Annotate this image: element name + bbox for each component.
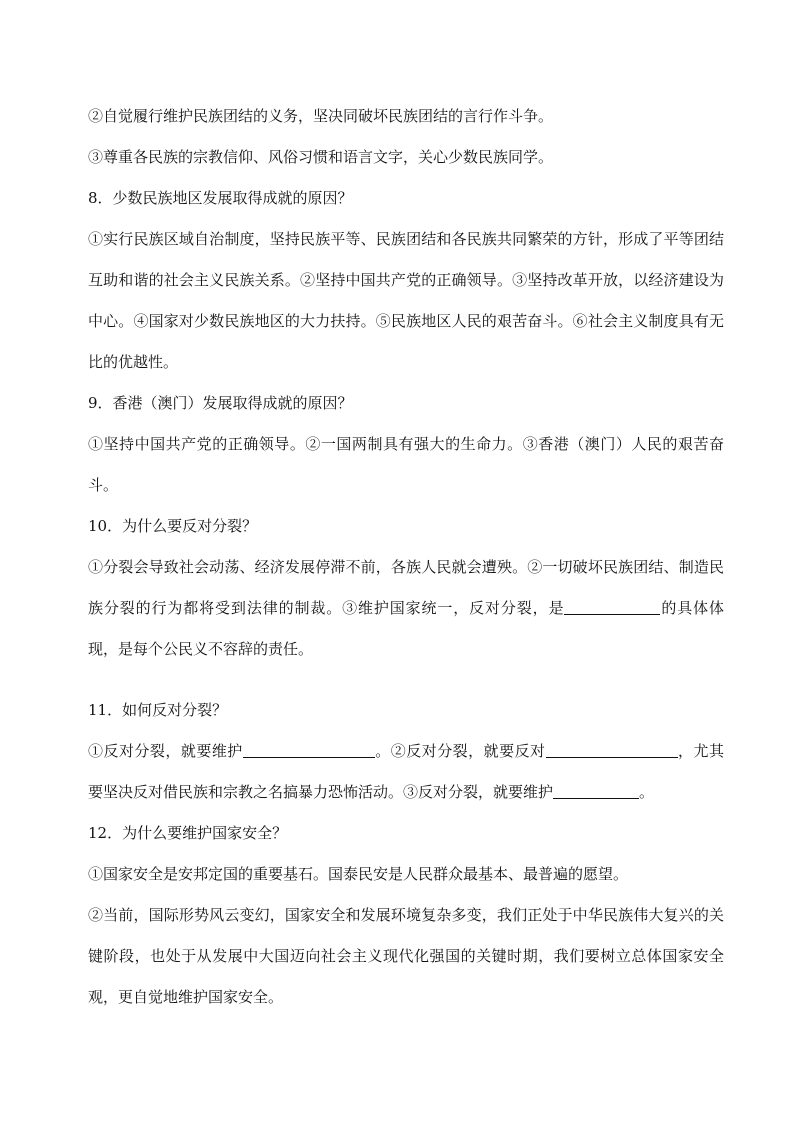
- question-11: 11．如何反对分裂？: [88, 701, 228, 719]
- question-9: 9．香港（澳门）发展取得成就的原因？: [88, 394, 353, 412]
- answer-11-text-2: 。②反对分裂，就要反对: [374, 742, 546, 760]
- answer-8: ①实行民族区域自治制度，坚持民族平等、民族团结和各民族共同繁荣的方针，形成了平等团结互助和谐的社会主义民族关系。②坚持中国共产党的正确领导。③坚持改革开放，以经济建设为中心。④国家对少数民族地区的大力扶持。⑤民族地区人民的艰苦奋斗。⑥社会主义制度具有无比的优越性。: [88, 230, 724, 371]
- answer-12-part-1: ①国家安全是安邦定国的重要基石。国泰民安是人民群众最基本、最普遍的愿望。: [88, 865, 629, 883]
- question-8: 8．少数民族地区发展取得成就的原因？: [88, 189, 353, 207]
- answer-11-text-3: ，尤其要坚决反对借民族和宗教之名搞暴力恐怖活动。③反对分裂，就要维护: [88, 742, 724, 801]
- answer-line-2: ②自觉履行维护民族团结的义务，坚决同破坏民族团结的言行作斗争。: [88, 107, 554, 125]
- answer-9: ①坚持中国共产党的正确领导。②一国两制具有强大的生命力。③香港（澳门）人民的艰苦奋斗。: [88, 435, 724, 494]
- answer-10: [88, 547, 724, 670]
- fill-blank-11a: [243, 742, 375, 758]
- answer-11: [88, 731, 724, 813]
- answer-10-text-before: ①分裂会导致社会动荡、经济发展停滞不前，各族人民就会遭殃。②一切破坏民族团结、制造民族分裂的行为都将受到法律的制裁。③维护国家统一，反对分裂，是: [88, 558, 724, 617]
- question-12: 12．为什么要维护国家安全？: [88, 824, 288, 842]
- answer-11-text-4: 。: [639, 783, 655, 801]
- question-10: 10．为什么要反对分裂？: [88, 517, 258, 535]
- fill-blank-10: [564, 599, 660, 615]
- fill-blank-11b: [546, 742, 678, 758]
- answer-11-text-1: ①反对分裂，就要维护: [88, 742, 243, 760]
- answer-10-text-after: 的具体体现，是每个公民义不容辞的责任。: [88, 599, 724, 658]
- fill-blank-11c: [553, 783, 639, 799]
- answer-12-part-2: ②当前，国际形势风云变幻，国家安全和发展环境复杂多变，我们正处于中华民族伟大复兴的关键阶段，也处于从发展中大国迈向社会主义现代化强国的关键时期，我们要树立总体国家安全观，更自觉地维护国家安全。: [88, 906, 724, 1006]
- answer-line-3: ③尊重各民族的宗教信仰、风俗习惯和语言文字，关心少数民族同学。: [88, 148, 554, 166]
